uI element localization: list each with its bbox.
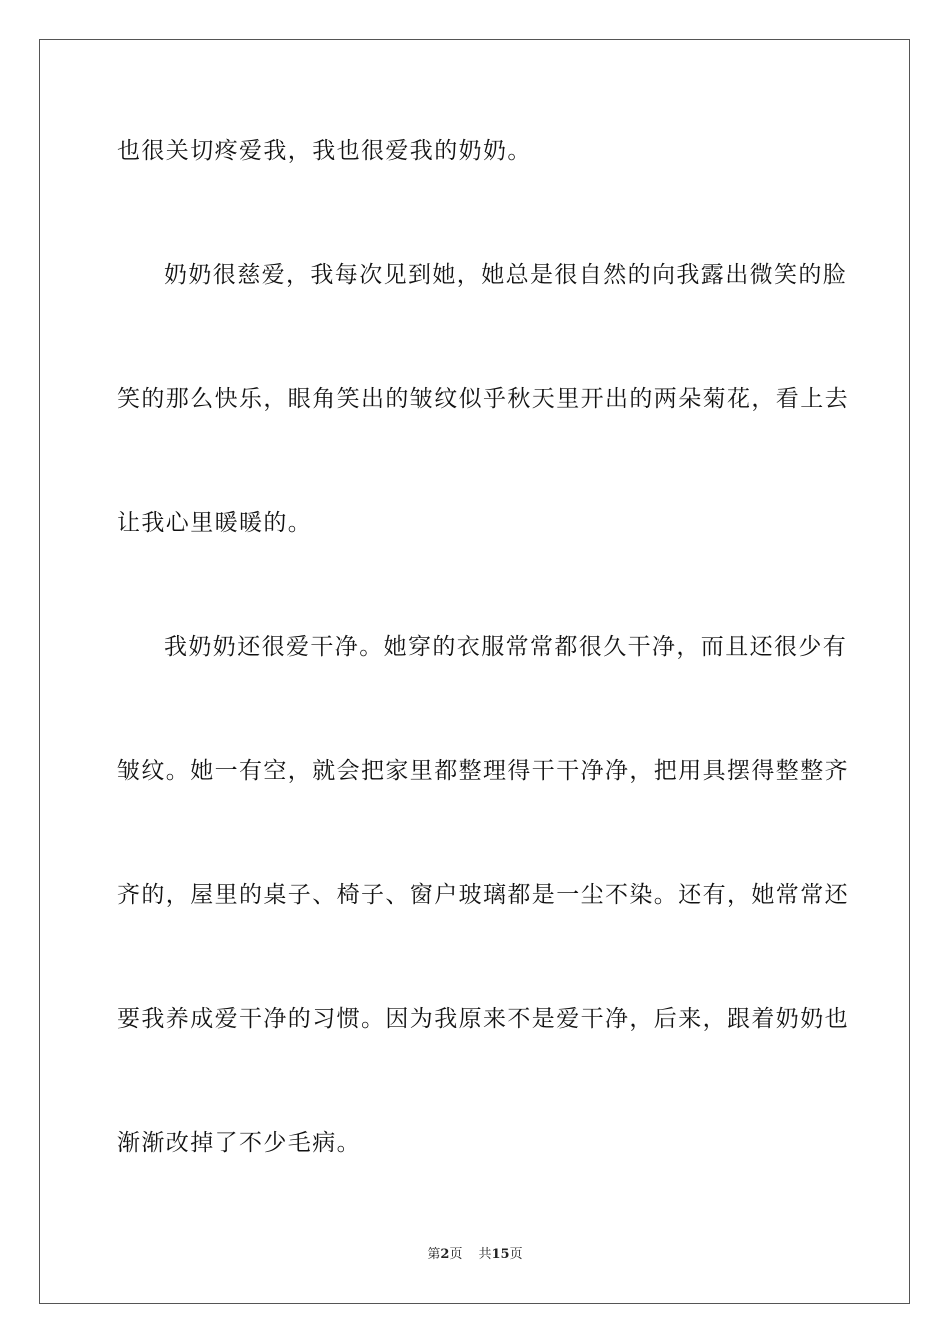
total-suffix: 页 [509, 1247, 523, 1262]
text-line-9: 渐渐改掉了不少毛病。 [117, 1130, 361, 1156]
text-line-6: 皱纹。她一有空，就会把家里都整理得干干净净，把用具摆得整整齐 [117, 758, 849, 784]
text-line-4: 让我心里暖暖的。 [117, 510, 313, 536]
text-line-2: 奶奶很慈爱，我每次见到她，她总是很自然的向我露出微笑的脸 [164, 262, 848, 288]
total-prefix: 共 [478, 1247, 492, 1262]
text-line-7: 齐的，屋里的桌子、椅子、窗户玻璃都是一尘不染。还有，她常常还 [117, 882, 849, 908]
page-prefix: 第 [427, 1247, 441, 1262]
text-line-3: 笑的那么快乐，眼角笑出的皱纹似乎秋天里开出的两朵菊花，看上去 [117, 386, 849, 412]
page-number: 2 [440, 1247, 450, 1262]
page-suffix: 页 [449, 1247, 463, 1262]
text-line-8: 要我养成爱干净的习惯。因为我原来不是爱干净，后来，跟着奶奶也 [117, 1006, 849, 1032]
page-border [39, 39, 910, 1304]
page-footer [0, 1246, 950, 1264]
text-line-5: 我奶奶还很爱干净。她穿的衣服常常都很久干净，而且还很少有 [164, 634, 848, 660]
total-pages: 15 [491, 1247, 510, 1262]
text-line-1: 也很关切疼爱我，我也很爱我的奶奶。 [117, 138, 532, 164]
